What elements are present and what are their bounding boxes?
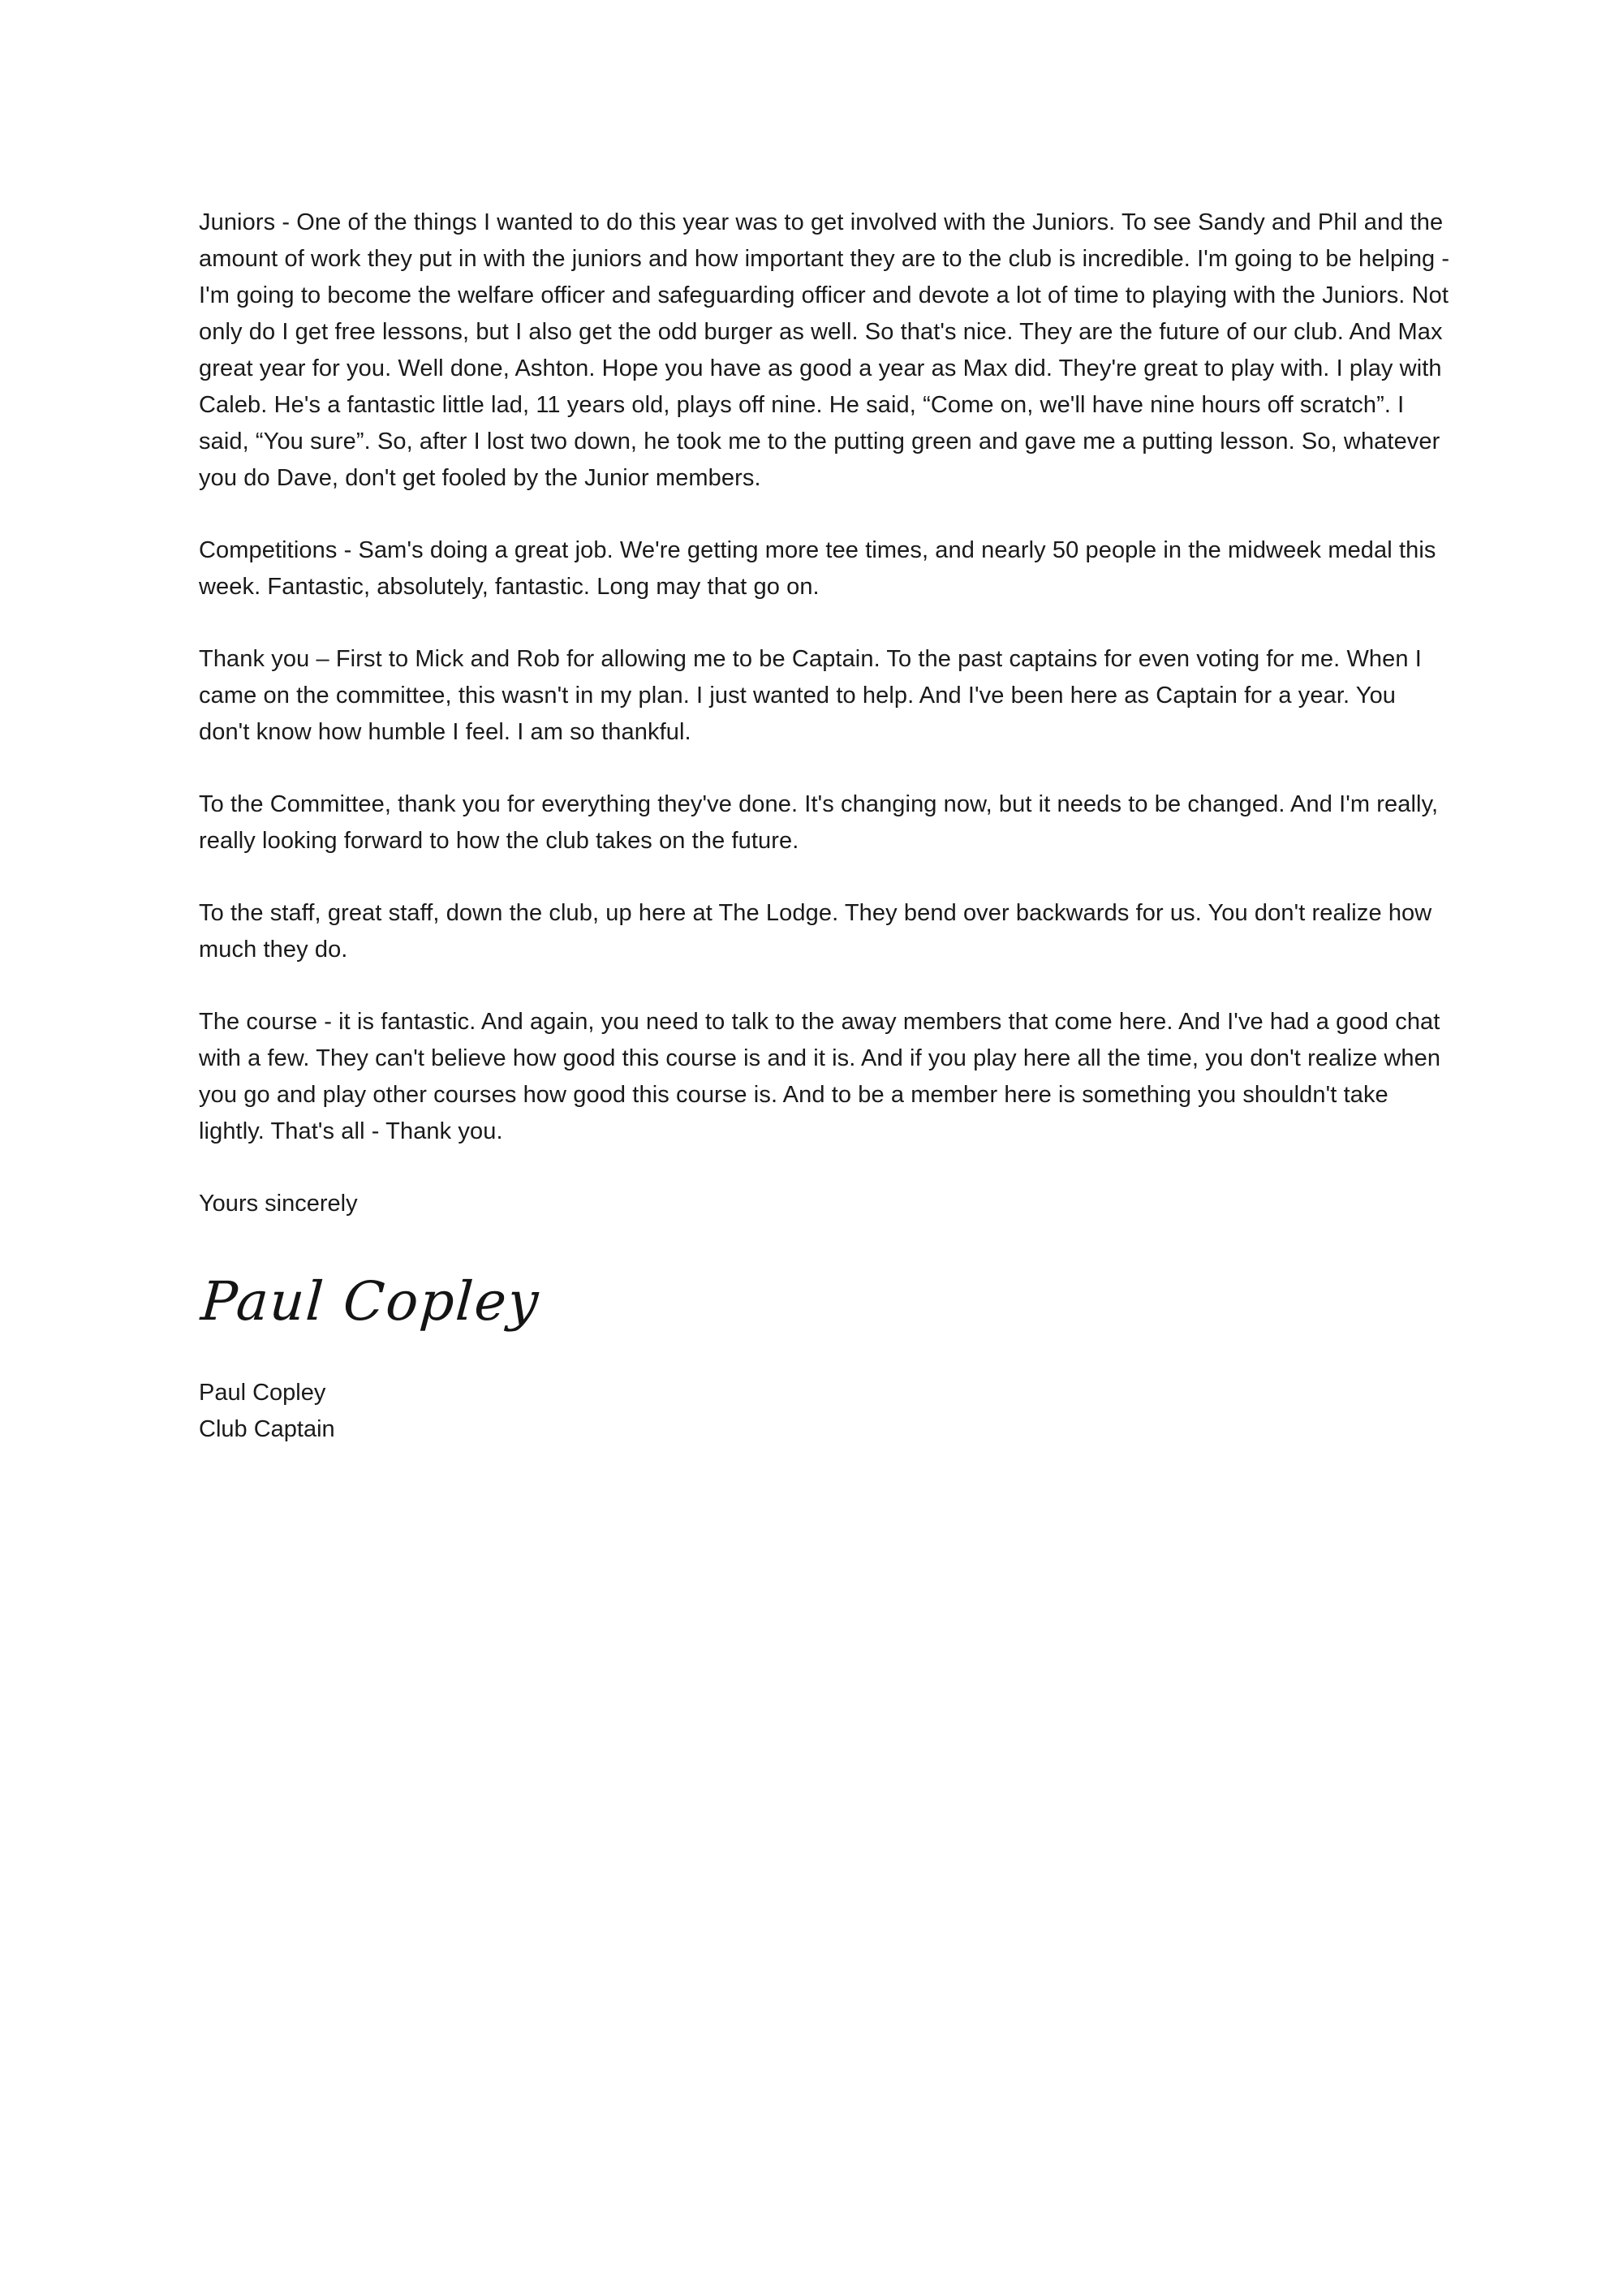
handwritten-signature: Paul Copley [199,1270,542,1333]
letter-paragraph-staff: To the staff, great staff, down the club, up here at The Lodge. They bend over backwards for us. You don't realize how much they do. [199,900,1432,963]
letter-paragraph-juniors: Juniors - One of the things I wanted to do this year was to get involved with the Juniors. To see Sandy and Phil and the amount of work they put in with the juniors and how important they are to the club is incredible. I'm going to be helping - I'm going to become the welfare officer and safeguarding officer and devote a lot of time to playing with the Juniors. Not only do I get free lessons, but I also get the odd burger as well. So that's nice. They are the future of our club. And Max great year for you. Well done, Ashton. Hope you have as good a year as Max did. They're great to play with. I play with Caleb. He's a fantastic little lad, 11 years old, plays off nine. He said, “Come on, we'll have nine hours off scratch”. I said, “You sure”. So, after I lost two down, he took me to the putting green and gave me a putting lesson. So, whatever you do Dave, don't get fooled by the Junior members. [199,209,1450,491]
letter-paragraph-competitions: Competitions - Sam's doing a great job. We're getting more tee times, and nearly 50 people in the midweek medal this week. Fantastic, absolutely, fantastic. Long may that go on. [199,537,1436,600]
letter-paragraph-course: The course - it is fantastic. And again, you need to talk to the away members that come here. And I've had a good chat with a few. They can't believe how good this course is and it is. And if you play here all the time, you don't realize when you go and play other courses how good this course is. And to be a member here is something you shouldn't take lightly. That's all - Thank you. [199,1009,1441,1144]
letter-content [199,205,1453,1448]
signoff-block [199,1375,1453,1448]
letter-paragraph-thank-you: Thank you – First to Mick and Rob for allowing me to be Captain. To the past captains for even voting for me. When I came on the committee, this wasn't in my plan. I just wanted to help. And I've been here as Captain for a year. You don't know how humble I feel. I am so thankful. [199,646,1422,745]
signoff-name: Paul Copley [199,1380,326,1406]
signoff-title: Club Captain [199,1416,335,1442]
letter-paragraph-committee: To the Committee, thank you for everything they've done. It's changing now, but it needs to be changed. And I'm really, really looking forward to how the club takes on the future. [199,791,1439,854]
letter-closing: Yours sincerely [199,1191,358,1217]
